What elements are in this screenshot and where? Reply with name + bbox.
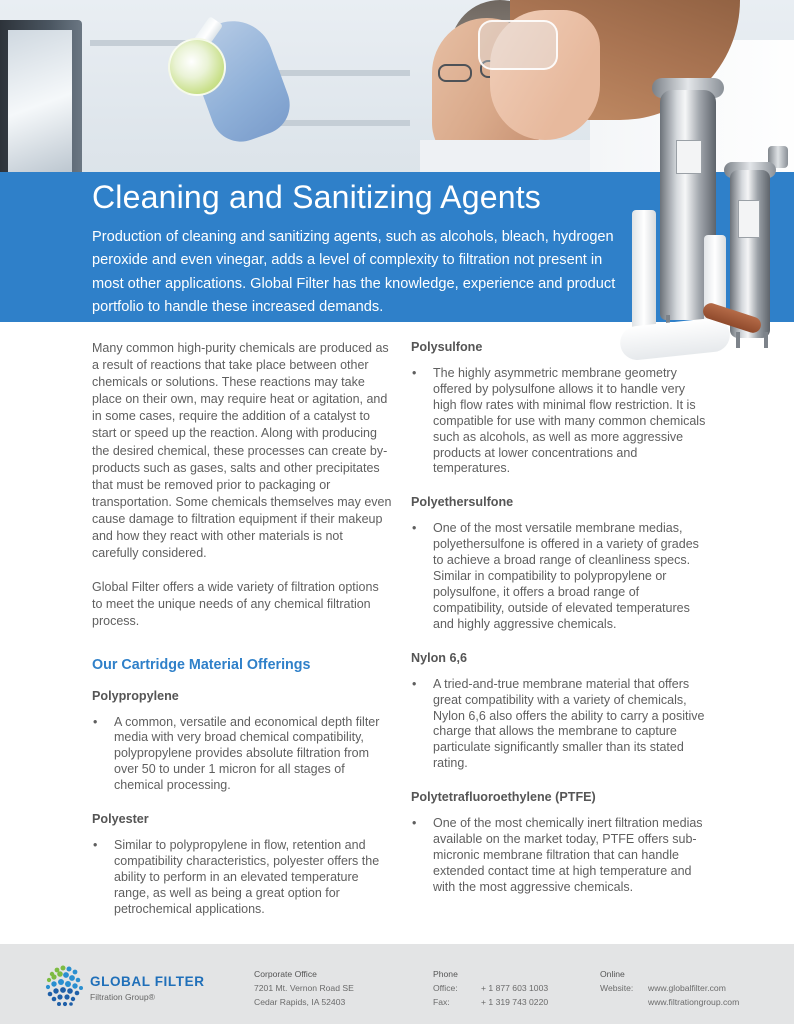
logo-sphere-icon [44, 964, 86, 1008]
material-description: Similar to polypropylene in flow, retention and compatibility characteristics, polyester offers the ability to perform in an elevated temperature range, as well as being a great option for petrochemical applications. [114, 838, 380, 916]
material-description: One of the most chemically inert filtration medias available on the market today, PTFE offers sub-micronic membrane filtration that can handle extended contact time at high temperature and with the most aggressive chemicals. [433, 816, 703, 894]
material-polypropylene [92, 689, 392, 795]
material-nylon [411, 651, 711, 772]
material-title: Polypropylene [92, 688, 179, 703]
material-description: A common, versatile and economical depth filter media with very broad chemical compatibility, polypropylene provides absolute filtration from over 50 to under 1 micron for all stages of chemical processing. [114, 714, 380, 793]
body-paragraph: Global Filter offers a wide variety of filtration options to meet the unique needs of any chemical filtration process. [92, 580, 379, 629]
website-key-spacer [600, 996, 648, 1010]
left-column [92, 340, 392, 936]
footer-phone [433, 968, 548, 1009]
address-line: 7201 Mt. Vernon Road SE [254, 982, 354, 993]
page-title: Cleaning and Sanitizing Agents [92, 179, 541, 215]
material-title: Polyethersulfone [411, 495, 514, 510]
bullet-icon: • [412, 676, 417, 691]
computer-monitor [0, 20, 82, 190]
phone-office-key: Office: [433, 982, 458, 993]
material-title: Polytetrafluoroethylene (PTFE) [411, 790, 596, 805]
material-bullet [92, 715, 392, 795]
website-row [600, 982, 739, 996]
footer-office-label: Corporate Office [254, 969, 317, 979]
logo-name: GLOBAL FILTER [90, 974, 205, 989]
material-description: The highly asymmetric membrane geometry offered by polysulfone allows it to handle very high flow rates with minimal flow restriction. It is compatible for use with many common chemicals such as alcohols, as well as more aggressive products at lower concentrations and temperatures. [433, 366, 706, 476]
footer-online [600, 968, 739, 1009]
material-title: Polyester [92, 812, 149, 827]
bullet-icon: • [93, 714, 98, 729]
bullet-icon: • [93, 838, 98, 853]
website-link-filtrationgroup[interactable]: www.filtrationgroup.com [648, 996, 740, 1007]
section-heading: Our Cartridge Material Offerings [92, 656, 311, 673]
lab-flask [168, 38, 226, 96]
footer-phone-label: Phone [433, 969, 458, 979]
phone-fax-row [433, 996, 548, 1010]
material-description: One of the most versatile membrane medias, polyethersulfone is offered in a variety of grades to achieve a broad range of cleanliness specs. Similar in compatibility to polypropylene or polysulfone, it offers a broad range of compatibility, outside of elevated temperatures and highly aggressive chemicals. [433, 521, 699, 631]
material-polyethersulfone [411, 495, 711, 632]
phone-office-number[interactable]: + 1 877 603 1003 [481, 982, 549, 993]
phone-fax-number: + 1 319 743 0220 [481, 996, 549, 1007]
material-polyester [92, 812, 392, 918]
material-bullet [411, 677, 711, 772]
material-description: A tried-and-true membrane material that offers great compatibility with a variety of chemicals, Nylon 6,6 also offers the ability to carry a positive charge that allows the membrane to capture particulate significantly smaller than its stated rating. [433, 676, 705, 771]
phone-fax-key: Fax: [433, 996, 450, 1007]
material-bullet [411, 816, 711, 896]
address-line: Cedar Rapids, IA 52403 [254, 996, 346, 1007]
intro-text: Production of cleaning and sanitizing agents, such as alcohols, bleach, hydrogen peroxide and even vinegar, adds a level of complexity to filtration not present in most other applications. Global Filter has the knowledge, experience and product portfolio to handle these increased demands. [92, 229, 616, 316]
bullet-icon: • [412, 366, 417, 380]
material-bullet [92, 838, 392, 918]
bullet-icon: • [412, 816, 417, 831]
material-ptfe [411, 790, 711, 896]
global-filter-logo [44, 964, 214, 1008]
filter-housings-image [618, 60, 794, 360]
footer-online-label: Online [600, 969, 625, 979]
right-column [411, 340, 711, 914]
logo-subtitle: Filtration Group® [90, 992, 155, 1002]
material-bullet [411, 366, 711, 477]
material-bullet [411, 521, 711, 632]
page-footer [0, 944, 794, 1024]
material-title: Nylon 6,6 [411, 650, 467, 665]
website-link-globalfilter[interactable]: www.globalfilter.com [648, 982, 726, 993]
phone-office-row [433, 982, 548, 996]
website-row [600, 996, 739, 1010]
footer-office [254, 968, 354, 1009]
body-paragraph: Many common high-purity chemicals are produced as a result of reactions that take place between other chemicals or solutions. These reactions may take place on their own, may require heat or agitation, and in some cases, require the addition of a catalyst to start or speed up the reaction. Along with producing the desired chemical, these processes can create by-products such as gases, salts and other precipitates that must be removed prior to packaging or transportation. Some chemicals themselves may even cause damage to filtration equipment if their makeup and how they react with other materials is not carefully considered. [92, 341, 392, 561]
material-polysulfone [411, 340, 711, 477]
website-key: Website: [600, 982, 634, 993]
material-title: Polysulfone [411, 340, 483, 354]
bullet-icon: • [412, 521, 417, 536]
